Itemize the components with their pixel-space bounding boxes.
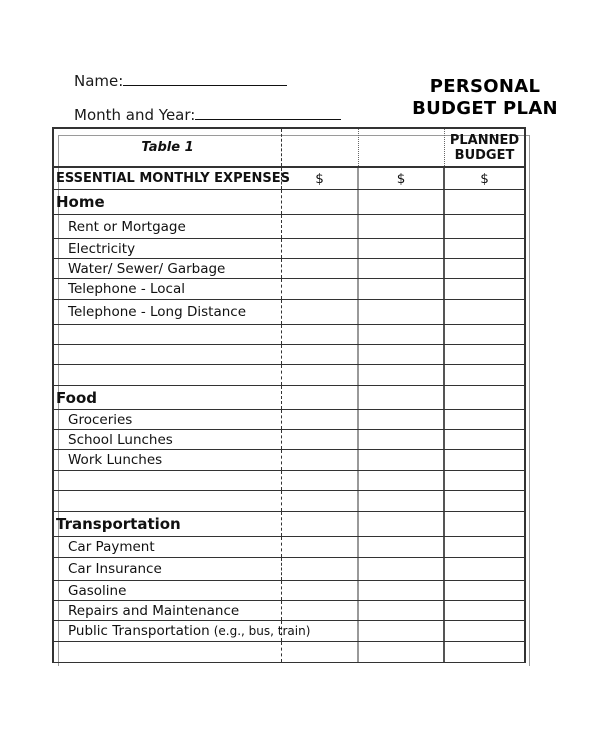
amount-cell-col-4[interactable] [445,450,524,470]
category-row [54,190,524,215]
row-label-text: Public Transportation [68,623,210,639]
amount-cell-col-3[interactable] [359,345,445,364]
expense-row [54,621,524,642]
blank-row [54,471,524,491]
expense-label [54,558,282,580]
amount-cell-col-2[interactable] [282,471,359,490]
amount-cell-col-2[interactable] [282,430,359,449]
amount-cell-col-4[interactable] [445,471,524,490]
amount-cell-col-4[interactable] [445,215,524,238]
expense-label[interactable] [54,365,282,385]
expense-label[interactable] [54,325,282,344]
category-label [54,190,282,214]
essential-expenses-row [54,167,524,190]
amount-cell-col-2[interactable] [282,410,359,429]
amount-cell-col-3[interactable] [359,558,445,580]
header-col-2 [282,129,359,166]
expense-label[interactable] [54,345,282,364]
amount-cell-col-2[interactable] [282,601,359,620]
expense-row [54,537,524,558]
amount-cell-col-2[interactable] [282,239,359,258]
amount-cell-col-3[interactable] [359,279,445,299]
essential-expenses-label: ESSENTIAL MONTHLY EXPENSES [54,168,282,189]
blank-row [54,491,524,512]
amount-cell-col-4[interactable] [445,491,524,511]
amount-cell-col-2[interactable] [282,386,359,409]
blank-row [54,345,524,365]
budget-label: BUDGET [454,147,515,163]
amount-cell-col-3[interactable] [359,215,445,238]
month-year-field[interactable] [74,105,341,124]
table-header-row [54,129,524,167]
category-row [54,386,524,410]
expense-label [54,621,311,641]
expense-label[interactable] [54,642,282,662]
expense-label [54,537,282,557]
amount-cell-col-2[interactable] [282,325,359,344]
planned-budget-header [445,129,524,166]
expense-label [54,430,282,449]
amount-cell-col-4[interactable] [445,365,524,385]
amount-cell-col-2[interactable] [282,450,359,470]
blank-row [54,325,524,345]
expense-row [54,581,524,601]
amount-cell-col-4[interactable] [445,601,524,620]
amount-cell-col-2[interactable] [282,300,359,324]
amount-cell-col-3[interactable] [359,471,445,490]
expense-row [54,259,524,279]
amount-cell-col-3[interactable] [359,410,445,429]
amount-cell-col-2[interactable] [282,345,359,364]
amount-cell-col-3[interactable] [359,386,445,409]
blank-row [54,365,524,386]
row-label-text: Electricity [68,240,136,257]
expense-label [54,300,282,324]
amount-cell-col-3[interactable] [359,365,445,385]
amount-cell-col-4[interactable] [445,512,524,536]
amount-cell-col-4[interactable] [445,581,524,600]
expense-label [54,279,282,299]
amount-cell-col-3[interactable] [359,581,445,600]
row-note-text: (e.g., bus, train) [213,624,311,638]
amount-cell-col-2[interactable] [282,365,359,385]
row-label-text: Telephone - Long Distance [68,304,247,320]
expense-row [54,239,524,259]
amount-cell-col-4[interactable] [445,386,524,409]
amount-cell-col-4[interactable] [445,279,524,299]
expense-label [54,259,282,278]
name-label: Name: [74,72,124,90]
amount-cell-col-3[interactable] [359,430,445,449]
expense-row [54,215,524,239]
amount-cell-col-4[interactable] [445,300,524,324]
expense-row [54,410,524,430]
title-line-2: BUDGET PLAN [412,98,558,119]
expense-label [54,450,282,470]
row-label-text: Car Payment [68,539,155,555]
amount-cell-col-3[interactable] [359,491,445,511]
expense-row [54,279,524,300]
amount-cell-col-2[interactable] [282,581,359,600]
expense-row [54,450,524,471]
amount-cell-col-3[interactable] [359,601,445,620]
amount-cell-col-4[interactable] [445,190,524,214]
month-year-input-line[interactable] [195,105,341,120]
table-caption: Table 1 [54,129,282,166]
budget-table [52,127,526,663]
category-row [54,512,524,537]
row-label-text: Gasoline [68,582,127,599]
amount-cell-col-2[interactable] [282,259,359,278]
amount-cell-col-2[interactable] [282,537,359,557]
amount-cell-col-3[interactable] [359,621,445,641]
expense-label [54,581,282,600]
expense-label [54,601,282,620]
name-field[interactable] [74,71,287,90]
planned-label: PLANNED [449,132,520,148]
amount-cell-col-3[interactable] [359,190,445,214]
amount-cell-col-2[interactable] [282,642,359,662]
amount-cell-col-2[interactable] [282,621,359,641]
amount-cell-col-4[interactable] [445,345,524,364]
row-label-text: Telephone - Local [68,281,186,297]
currency-col-2: $ [282,168,359,189]
amount-cell-col-4[interactable] [445,642,524,662]
amount-cell-col-4[interactable] [445,410,524,429]
expense-label [54,410,282,429]
amount-cell-col-3[interactable] [359,642,445,662]
title-line-1: PERSONAL [429,76,541,97]
amount-cell-col-2[interactable] [282,215,359,238]
amount-cell-col-2[interactable] [282,190,359,214]
row-label-text: Groceries [68,411,133,428]
row-label-text: Car Insurance [68,561,162,577]
amount-cell-col-4[interactable] [445,621,524,641]
amount-cell-col-3[interactable] [359,537,445,557]
amount-cell-col-3[interactable] [359,325,445,344]
expense-row [54,601,524,621]
expense-row [54,300,524,325]
amount-cell-col-3[interactable] [359,512,445,536]
amount-cell-col-4[interactable] [445,430,524,449]
expense-label[interactable] [54,491,282,511]
row-label-text: Repairs and Maintenance [68,602,240,619]
header-col-3 [359,129,445,166]
expense-label [54,215,282,238]
blank-row [54,642,524,663]
row-label-text: Food [56,388,97,407]
amount-cell-col-3[interactable] [359,259,445,278]
category-label [54,512,282,536]
expense-label[interactable] [54,471,282,490]
row-label-text: Work Lunches [68,452,163,468]
amount-cell-col-3[interactable] [359,300,445,324]
amount-cell-col-3[interactable] [359,450,445,470]
row-label-text: School Lunches [68,431,173,448]
month-year-label: Month and Year: [74,106,196,124]
expense-row [54,558,524,581]
amount-cell-col-4[interactable] [445,325,524,344]
amount-cell-col-2[interactable] [282,491,359,511]
expense-label [54,239,282,258]
row-label-text: Water/ Sewer/ Garbage [68,260,226,277]
amount-cell-col-4[interactable] [445,558,524,580]
row-label-text: Transportation [56,515,181,533]
amount-cell-col-4[interactable] [445,259,524,278]
page-title [410,76,560,120]
amount-cell-col-4[interactable] [445,239,524,258]
currency-col-3: $ [359,168,445,189]
currency-col-4: $ [480,170,489,187]
amount-cell-col-2[interactable] [282,512,359,536]
amount-cell-col-3[interactable] [359,239,445,258]
amount-cell-col-2[interactable] [282,558,359,580]
row-label-text: Home [56,193,105,211]
amount-cell-col-2[interactable] [282,279,359,299]
name-input-line[interactable] [123,71,287,86]
category-label [54,386,282,409]
row-label-text: Rent or Mortgage [68,218,186,235]
amount-cell-col-4[interactable] [445,537,524,557]
expense-row [54,430,524,450]
